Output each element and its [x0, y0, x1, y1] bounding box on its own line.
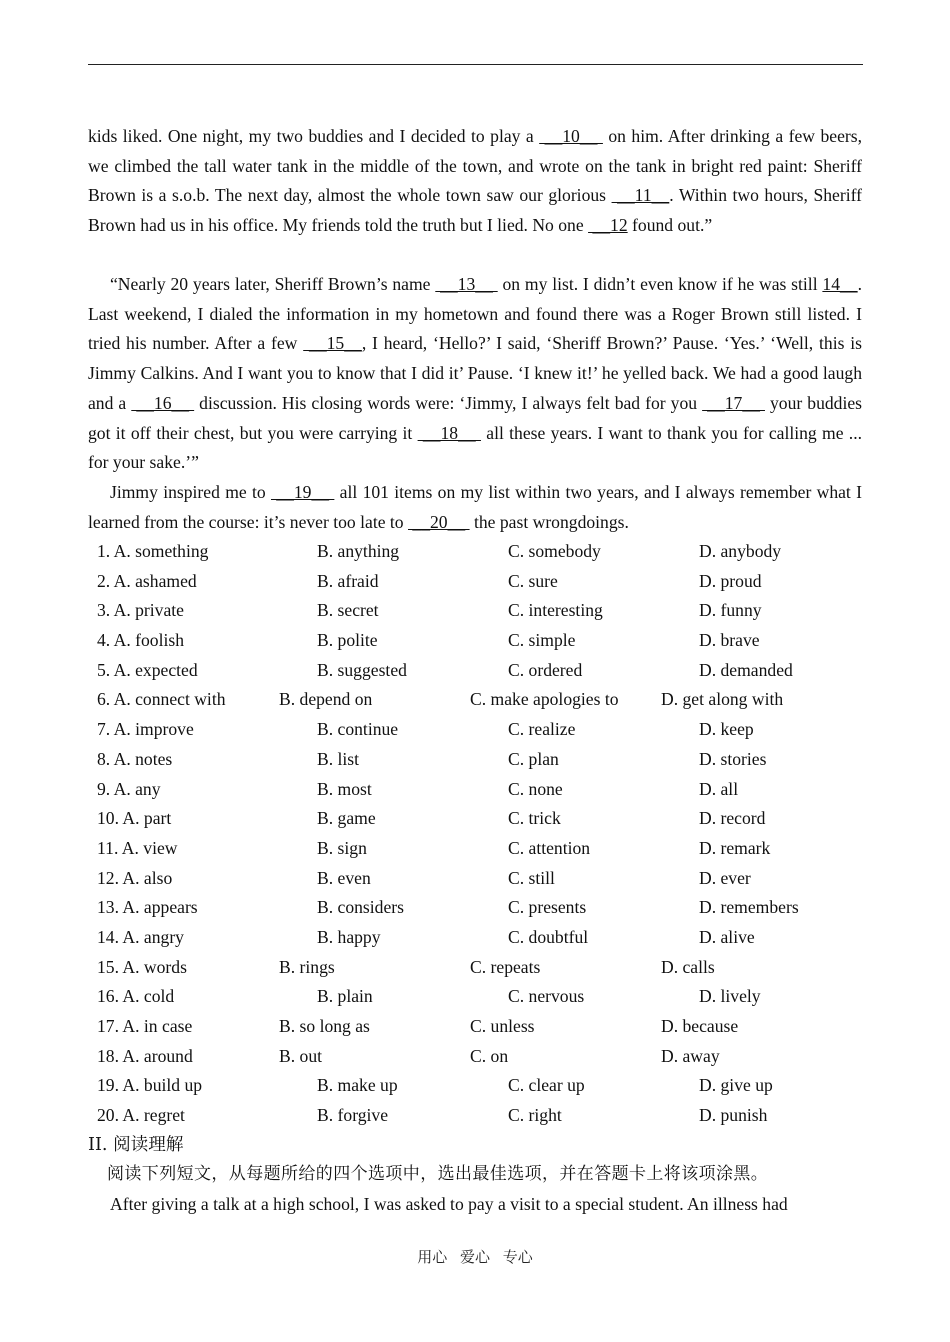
- passage-text: on him. After drinking a few beers, we climbed the tall water tank in the middle of the town, and wrote on the tank in bright red paint: Sheriff Brown is a s.o.b. The next day, almost the whole town saw our glorious: [88, 126, 862, 206]
- option-b: B. happy: [317, 926, 381, 947]
- option-a: 18. A. around: [97, 1045, 193, 1066]
- option-d: D. keep: [699, 719, 754, 740]
- passage-text: , I heard, ‘Hello?’ I said, ‘Sheriff Brown?’ Pause. ‘Yes.’ ‘Well, this is Jimmy Calkins. And I want you to know that I did it’ Pause. ‘I knew it!’ he yelled back. We had a good laugh and a: [88, 333, 862, 413]
- option-b: B. anything: [317, 541, 400, 561]
- option-b: B. sign: [317, 837, 367, 858]
- answer-options: [0, 537, 950, 1131]
- option-c: C. ordered: [508, 659, 583, 680]
- option-row: [0, 745, 950, 775]
- option-d: D. demanded: [699, 659, 793, 680]
- option-a: 5. A. expected: [97, 659, 198, 680]
- option-row: [0, 567, 950, 597]
- option-c: C. realize: [508, 719, 576, 740]
- blank: __11__: [611, 185, 670, 206]
- option-b: B. depend on: [279, 689, 373, 710]
- option-b: B. plain: [317, 986, 373, 1007]
- option-d: D. punish: [699, 1105, 768, 1126]
- option-b: B. continue: [317, 719, 399, 740]
- option-b: B. game: [317, 808, 376, 829]
- option-b: B. make up: [317, 1075, 398, 1096]
- option-c: C. make apologies to: [470, 689, 619, 710]
- option-c: C. right: [508, 1105, 562, 1126]
- option-c: C. on: [470, 1045, 509, 1066]
- option-c: C. sure: [508, 570, 558, 591]
- passage-text: . Within two hours, Sheriff Brown had us in his office. My friends told the truth but I lied. No one: [88, 185, 862, 236]
- option-c: C. somebody: [508, 541, 601, 561]
- option-row: [0, 775, 950, 805]
- option-a: 19. A. build up: [97, 1075, 203, 1096]
- blank: __13__: [435, 274, 498, 294]
- passage-paragraph-1: [88, 122, 862, 241]
- page-footer: 用心 爱心 专心: [417, 1248, 533, 1266]
- option-a: 4. A. foolish: [97, 630, 184, 651]
- option-row: [0, 596, 950, 626]
- option-d: D. record: [699, 808, 766, 829]
- option-row: [0, 1071, 950, 1101]
- option-d: D. all: [699, 778, 739, 799]
- option-a: 17. A. in case: [97, 1016, 193, 1036]
- passage-text: kids liked. One night, my two buddies and I decided to play a: [88, 126, 540, 146]
- option-row: [0, 953, 950, 983]
- option-c: C. none: [508, 778, 563, 799]
- option-a: 2. A. ashamed: [97, 570, 197, 591]
- passage-text: Jimmy inspired me to: [110, 482, 271, 502]
- option-d: D. because: [661, 1016, 739, 1036]
- passage-text: all these years. I want to thank you for calling me ... for your sake.’”: [88, 422, 863, 473]
- option-a: 13. A. appears: [97, 897, 198, 918]
- option-row: [0, 893, 950, 923]
- option-row: [0, 715, 950, 745]
- option-d: D. calls: [661, 956, 715, 977]
- header-rule: [88, 64, 863, 65]
- blank: __15__: [303, 333, 362, 354]
- option-c: C. trick: [508, 808, 561, 829]
- option-c: C. doubtful: [508, 926, 589, 947]
- option-d: D. brave: [699, 630, 760, 651]
- option-d: D. anybody: [699, 541, 782, 561]
- option-c: C. plan: [508, 748, 559, 769]
- option-row: [0, 923, 950, 953]
- passage-text: on my list. I didn’t even know if he was still: [497, 274, 823, 294]
- option-b: B. list: [317, 748, 360, 769]
- option-row: [0, 804, 950, 834]
- option-c: C. clear up: [508, 1075, 585, 1096]
- option-d: D. proud: [699, 570, 762, 591]
- option-d: D. lively: [699, 986, 761, 1007]
- blank: 14__: [822, 274, 858, 294]
- option-c: C. simple: [508, 630, 576, 651]
- passage-text: “Nearly 20 years later, Sheriff Brown’s name: [110, 274, 436, 294]
- blank: __20__: [408, 511, 470, 532]
- option-row: [0, 834, 950, 864]
- option-a: 8. A. notes: [97, 748, 173, 769]
- instruction-text: 阅读下列短文，从每题所给的四个选项中，选出最佳选项，并在答题卡上将该项涂黑。: [107, 1164, 769, 1184]
- passage-text: . Last weekend, I dialed the information in my hometown and found there was a Roger Brown still listed. I tried his number. After a few: [88, 274, 862, 354]
- option-c: C. attention: [508, 837, 591, 858]
- option-b: B. most: [317, 778, 372, 799]
- option-row: [0, 864, 950, 894]
- option-a: 11. A. view: [97, 837, 178, 858]
- option-a: 3. A. private: [97, 600, 184, 621]
- option-row: [0, 982, 950, 1012]
- option-c: C. still: [508, 867, 555, 888]
- option-c: C. interesting: [508, 600, 603, 621]
- passage-paragraph-2: [88, 270, 862, 478]
- option-d: D. give up: [699, 1075, 773, 1096]
- option-d: D. alive: [699, 926, 755, 947]
- option-a: 16. A. cold: [97, 986, 175, 1007]
- option-row: [0, 1042, 950, 1072]
- blank: __17__: [702, 392, 765, 413]
- option-a: 9. A. any: [97, 778, 161, 799]
- option-b: B. out: [279, 1045, 323, 1066]
- option-c: C. presents: [508, 897, 587, 918]
- option-a: 20. A. regret: [97, 1105, 185, 1126]
- option-b: B. secret: [317, 600, 379, 621]
- passage-text: discussion. His closing words were: ‘Jimmy, I always felt bad for you: [194, 392, 703, 413]
- option-d: D. ever: [699, 867, 751, 888]
- option-row: [0, 537, 950, 567]
- blank: __10__: [539, 126, 603, 146]
- passage-text: all 101 items on my list within two years, and I always remember what I learned from the course: it’s never too late to: [88, 482, 862, 532]
- passage-text: your buddies got it off their chest, but you were carrying it: [88, 392, 863, 443]
- option-b: B. rings: [279, 956, 335, 977]
- option-row: [0, 1101, 950, 1131]
- blank: __19__: [270, 482, 335, 502]
- option-row: [0, 685, 950, 715]
- option-d: D. away: [661, 1045, 720, 1066]
- blank: __18__: [417, 422, 481, 443]
- passage-paragraph-3: [88, 478, 862, 537]
- passage-text: the past wrongdoings.: [469, 511, 629, 532]
- option-b: B. so long as: [279, 1016, 370, 1036]
- option-row: [0, 1012, 950, 1042]
- option-b: B. afraid: [317, 570, 379, 591]
- option-d: D. get along with: [661, 689, 784, 710]
- option-d: D. remembers: [699, 897, 799, 918]
- option-b: B. even: [317, 867, 371, 888]
- option-a: 14. A. angry: [97, 926, 184, 947]
- option-a: 1. A. something: [97, 541, 209, 561]
- option-c: C. unless: [470, 1016, 535, 1036]
- option-a: 7. A. improve: [97, 719, 194, 740]
- blank: __12: [588, 215, 628, 236]
- blank: __16__: [131, 392, 195, 413]
- option-d: D. stories: [699, 748, 767, 769]
- option-row: [0, 626, 950, 656]
- reading-passage-start: After giving a talk at a high school, I was asked to pay a visit to a special student. An illness had: [110, 1194, 788, 1214]
- option-c: C. repeats: [470, 956, 541, 977]
- option-a: 6. A. connect with: [97, 689, 226, 710]
- option-c: C. nervous: [508, 986, 585, 1007]
- option-a: 12. A. also: [97, 867, 173, 888]
- option-d: D. funny: [699, 600, 762, 621]
- option-a: 10. A. part: [97, 808, 172, 829]
- section-title: II. 阅读理解: [88, 1135, 184, 1155]
- option-a: 15. A. words: [97, 956, 187, 977]
- option-b: B. forgive: [317, 1105, 389, 1126]
- option-b: B. suggested: [317, 659, 407, 680]
- option-b: B. considers: [317, 897, 404, 918]
- option-row: [0, 656, 950, 686]
- option-b: B. polite: [317, 630, 378, 651]
- passage-text: found out.”: [627, 215, 713, 236]
- option-d: D. remark: [699, 837, 771, 858]
